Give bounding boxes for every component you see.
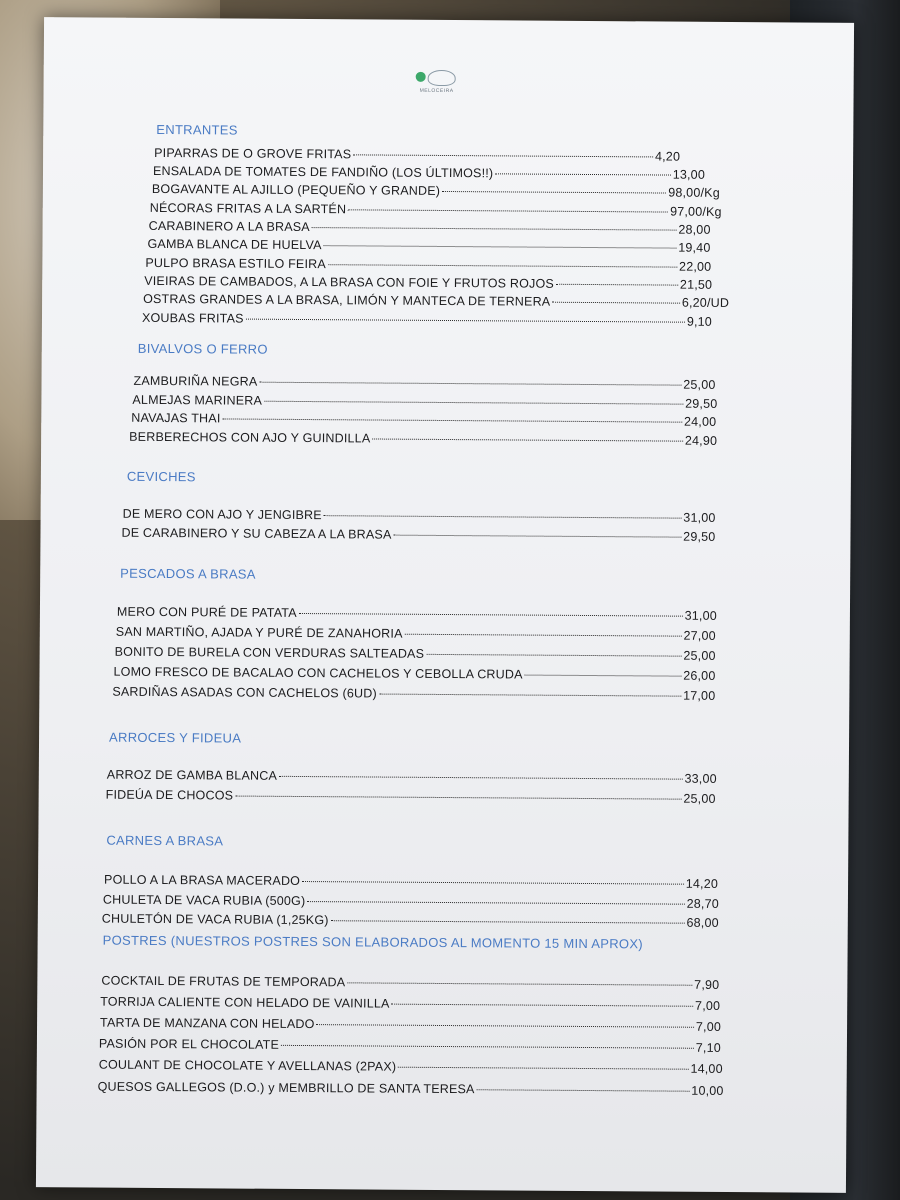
menu-item: XOUBAS FRITAS 9,10 <box>141 310 713 329</box>
logo-dot-icon <box>416 72 426 82</box>
logo-text: MELOCEIRA <box>419 87 454 95</box>
menu-item: ZAMBURIÑA NEGRA 25,00 <box>133 373 716 392</box>
menu-item: PIPARRAS DE O GROVE FRITAS 4,20 <box>154 145 681 164</box>
menu-item: ALMEJAS MARINERA 29,50 <box>132 392 718 411</box>
menu-item: PULPO BRASA ESTILO FEIRA 22,00 <box>145 255 712 274</box>
menu-item: LOMO FRESCO DE BACALAO CON CACHELOS Y CEBOLLA CRUDA 26,00 <box>113 664 716 683</box>
menu-item: OSTRAS GRANDES A LA BRASA, LIMÓN Y MANTECA DE TERNERA 6,20/UD <box>143 291 730 310</box>
restaurant-logo <box>411 66 461 106</box>
menu-item: SARDIÑAS ASADAS CON CACHELOS (6UD) 17,00 <box>112 684 716 703</box>
menu-item: BONITO DE BURELA CON VERDURAS SALTEADAS 25,00 <box>114 644 716 663</box>
menu-item: CHULETA DE VACA RUBIA (500G) 28,70 <box>102 892 719 911</box>
menu-item: COULANT DE CHOCOLATE Y AVELLANAS (2PAX) 14,00 <box>98 1057 723 1076</box>
section-title-carnes: CARNES A BRASA <box>106 832 224 849</box>
section-title-ceviches: CEVICHES <box>126 468 196 485</box>
section-title-bivalvos: BIVALVOS O FERRO <box>137 340 268 357</box>
logo-mark-icon <box>428 70 456 86</box>
menu-item: MERO CON PURÉ DE PATATA 31,00 <box>116 604 717 623</box>
menu-item: QUESOS GALLEGOS (D.O.) y MEMBRILLO DE SANTA TERESA 10,00 <box>97 1079 724 1098</box>
menu-item: SAN MARTIÑO, AJADA Y PURÉ DE ZANAHORIA 27,00 <box>115 624 716 643</box>
menu-item: BOGAVANTE AL AJILLO (PEQUEÑO Y GRANDE) 98,00/Kg <box>151 181 720 200</box>
menu-item: CHULETÓN DE VACA RUBIA (1,25KG) 68,00 <box>101 911 719 930</box>
menu-item: TORRIJA CALIENTE CON HELADO DE VAINILLA 7,00 <box>100 994 721 1013</box>
menu-item: PASIÓN POR EL CHOCOLATE 7,10 <box>98 1036 721 1055</box>
menu-item: POLLO A LA BRASA MACERADO 14,20 <box>104 872 719 891</box>
menu-item: ENSALADA DE TOMATES DE FANDIÑO (LOS ÚLTIMOS!!) 13,00 <box>152 163 706 182</box>
menu-item: NÉCORAS FRITAS A LA SARTÉN 97,00/Kg <box>149 200 722 219</box>
menu-item: TARTA DE MANZANA CON HELADO 7,00 <box>100 1015 722 1034</box>
section-title-pescados: PESCADOS A BRASA <box>120 565 256 582</box>
menu-item: DE CARABINERO Y SU CABEZA A LA BRASA 29,50 <box>121 525 716 544</box>
menu-item: CARABINERO A LA BRASA 28,00 <box>148 218 711 237</box>
section-title-postres: POSTRES (NUESTROS POSTRES SON ELABORADOS AL MOMENTO 15 MIN APROX) <box>102 932 644 952</box>
menu-item: COCKTAIL DE FRUTAS DE TEMPORADA 7,90 <box>101 973 720 992</box>
menu-item: GAMBA BLANCA DE HUELVA 19,40 <box>147 236 711 255</box>
section-title-arroces: ARROCES Y FIDEUA <box>109 729 242 746</box>
menu-sheet <box>36 17 854 1193</box>
menu-item: BERBERECHOS CON AJO Y GUINDILLA 24,90 <box>129 429 718 448</box>
menu-item: DE MERO CON AJO Y JENGIBRE 31,00 <box>122 506 716 525</box>
menu-item: ARROZ DE GAMBA BLANCA 33,00 <box>106 767 717 786</box>
menu-item: FIDEÚA DE CHOCOS 25,00 <box>105 787 716 806</box>
menu-item: NAVAJAS THAI 24,00 <box>131 410 717 429</box>
section-title-entrantes: ENTRANTES <box>156 121 238 138</box>
menu-item: VIEIRAS DE CAMBADOS, A LA BRASA CON FOIE Y FRUTOS ROJOS 21,50 <box>144 273 713 292</box>
